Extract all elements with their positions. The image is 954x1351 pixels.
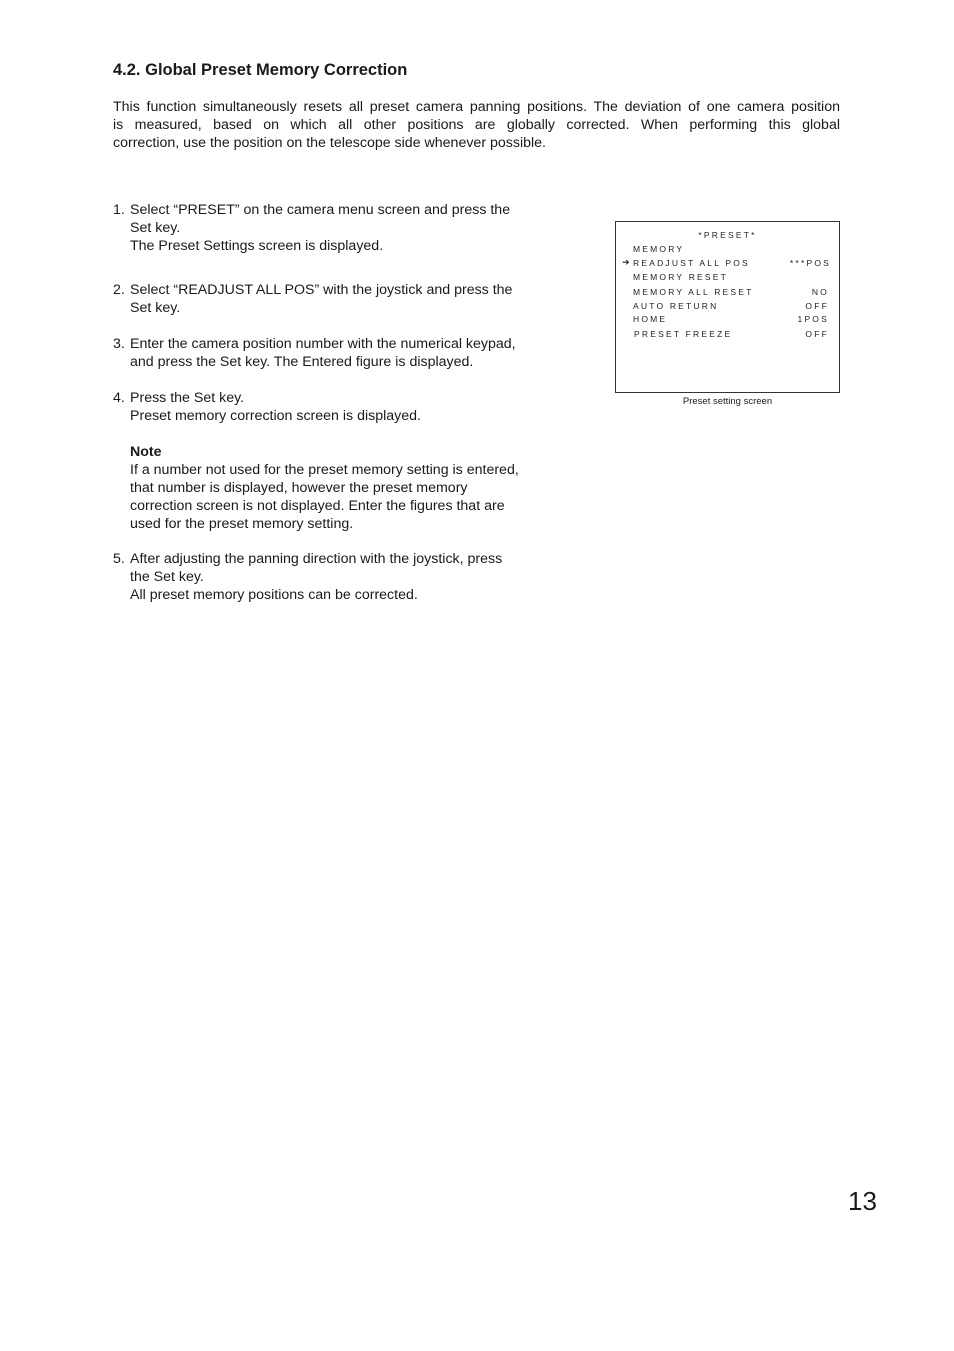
step-text: Set key. xyxy=(130,300,181,316)
screen-row-auto-return xyxy=(616,301,839,313)
screen-row-label: MEMORY RESET xyxy=(633,272,729,282)
screen-row-value: OFF xyxy=(805,329,829,339)
screen-row-home xyxy=(616,314,839,326)
screen-row-label: HOME xyxy=(633,314,668,324)
step-number: 1. xyxy=(113,202,125,218)
screen-row-value: NO xyxy=(811,287,829,297)
step-1 xyxy=(113,201,548,255)
step-text: All preset memory positions can be corrected. xyxy=(130,587,418,603)
note-text: correction screen is not displayed. Enter the figures that are xyxy=(130,498,505,514)
step-4 xyxy=(113,389,548,533)
screen-row-preset-freeze xyxy=(616,329,839,341)
preset-setting-screen xyxy=(615,221,840,393)
step-text: Press the Set key. xyxy=(130,390,245,406)
step-text: Enter the camera position number with the numerical keypad, xyxy=(130,336,516,352)
step-text: Select “READJUST ALL POS” with the joystick and press the xyxy=(130,282,513,298)
screen-row-label: AUTO RETURN xyxy=(633,301,719,311)
step-number: 4. xyxy=(113,390,125,406)
screen-caption: Preset setting screen xyxy=(682,396,773,407)
step-2 xyxy=(113,281,548,317)
screen-row-label: MEMORY xyxy=(633,244,685,254)
screen-row-readjust-all-pos xyxy=(616,258,839,270)
step-text: The Preset Settings screen is displayed. xyxy=(130,238,384,254)
screen-row-value: OFF xyxy=(805,301,829,311)
step-3 xyxy=(113,335,548,371)
intro-line: This function simultaneously resets all preset camera panning positions. The deviation of one camera position xyxy=(113,99,840,115)
step-number: 2. xyxy=(113,282,125,298)
screen-title: *PRESET* xyxy=(698,230,757,240)
screen-row-label: MEMORY ALL RESET xyxy=(633,287,754,297)
screen-row-label: READJUST ALL POS xyxy=(633,258,750,268)
note-text: used for the preset memory setting. xyxy=(130,516,354,532)
screen-row-memory-reset xyxy=(616,272,839,284)
intro-line: correction, use the position on the telescope side whenever possible. xyxy=(113,135,546,151)
step-text: Set key. xyxy=(130,220,181,236)
note-title: Note xyxy=(130,444,162,460)
step-number: 3. xyxy=(113,336,125,352)
intro-paragraph xyxy=(113,98,840,152)
section-heading: 4.2. Global Preset Memory Correction xyxy=(113,61,408,79)
screen-row-label: PRESET FREEZE xyxy=(634,329,733,339)
note-text: If a number not used for the preset memory setting is entered, xyxy=(130,462,519,478)
step-text: After adjusting the panning direction with the joystick, press xyxy=(130,551,503,567)
page-number: 13 xyxy=(848,1186,877,1216)
screen-row-value: ***POS xyxy=(789,258,831,268)
cursor-arrow-icon: ➔ xyxy=(622,257,630,267)
step-text: the Set key. xyxy=(130,569,204,585)
step-text: Preset memory correction screen is displayed. xyxy=(130,408,421,424)
step-5 xyxy=(113,550,548,604)
screen-row-memory-all-reset xyxy=(616,287,839,299)
step-text: Select “PRESET” on the camera menu screen and press the xyxy=(130,202,511,218)
intro-line: is measured, based on which all other positions are globally corrected. When performing this global xyxy=(113,117,840,133)
screen-row-value: 1POS xyxy=(797,314,829,324)
step-number: 5. xyxy=(113,551,125,567)
screen-row-memory xyxy=(616,244,839,256)
note-text: that number is displayed, however the preset memory xyxy=(130,480,468,496)
step-text: and press the Set key. The Entered figure is displayed. xyxy=(130,354,474,370)
